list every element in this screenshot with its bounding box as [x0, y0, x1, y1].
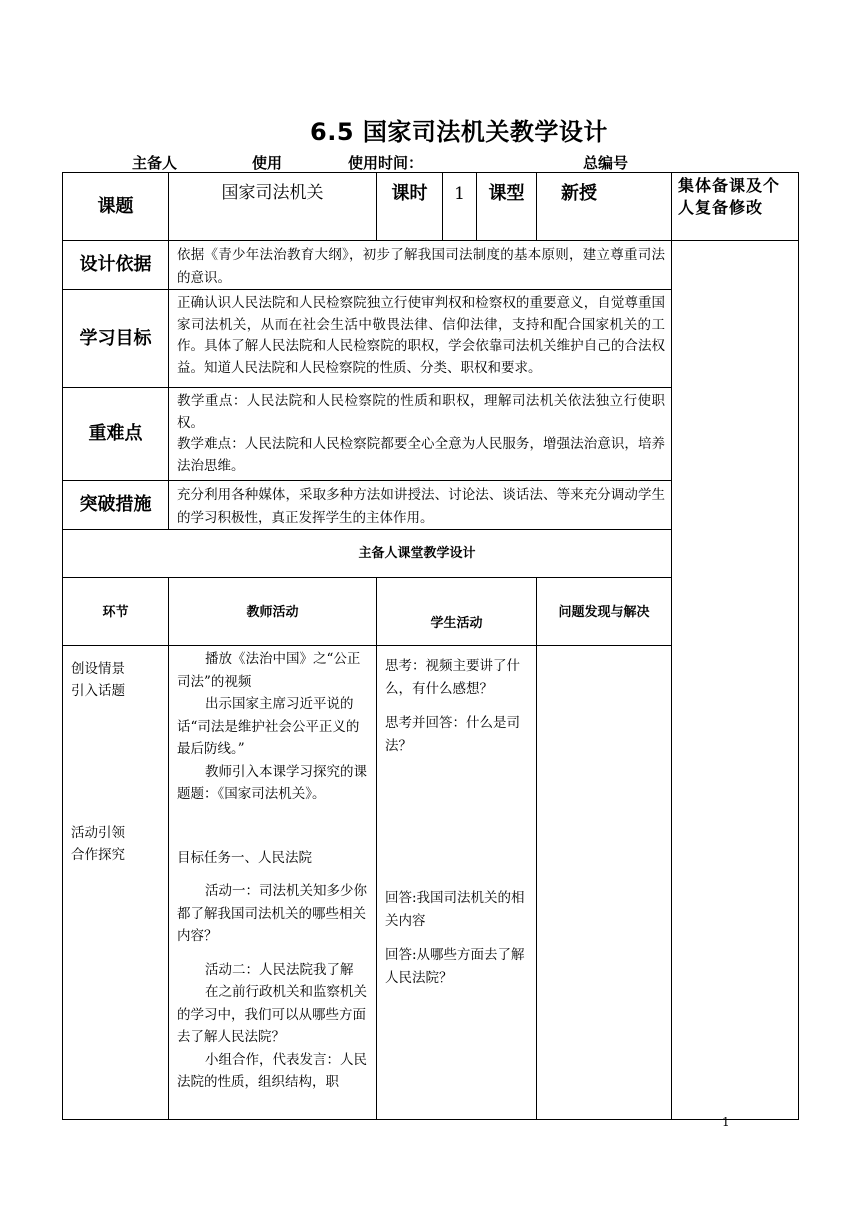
teacher-p1: 播放《法治中国》之“公正司法”的视频 [177, 651, 361, 690]
key-label: 重难点 [63, 388, 169, 481]
teacher-p7: 在之前行政机关和监察机关的学习中，我们可以从哪些方面去了解人民法院？ [177, 984, 367, 1045]
document-title: 6.5 国家司法机关教学设计 [310, 118, 608, 146]
col-issues: 问题发现与解决 [537, 578, 672, 646]
student-activities [377, 646, 537, 1120]
stage1-line1: 创设情景 [71, 661, 125, 677]
col-teacher: 教师活动 [169, 578, 377, 646]
teacher-p6: 活动二：人民法院我了解 [205, 961, 354, 978]
use-time-field [348, 152, 509, 173]
serial-blank [628, 157, 686, 173]
topic-value: 国家司法机关 [169, 173, 377, 241]
use-time-blank [423, 157, 509, 173]
topic-label: 课题 [63, 173, 169, 241]
type-label: 课型 [477, 173, 537, 241]
issues-cell [537, 646, 672, 1120]
use-label: 使用 [252, 154, 283, 172]
col-stage: 环节 [63, 578, 169, 646]
teacher-p3: 教师引入本课学习探究的课题题：《国家司法机关》。 [177, 763, 367, 802]
teacher-p2: 出示国家主席习近平说的话“司法是维护社会公平正义的最后防线。” [177, 696, 360, 757]
periods-value: 1 [443, 173, 477, 241]
student-p2: 思考并回答：什么是司法？ [385, 715, 520, 754]
student-p4: 回答:从哪些方面去了解人民法院？ [385, 947, 525, 986]
student-p1: 思考：视频主要讲了什么，有什么感想？ [385, 658, 520, 697]
serial-field [583, 152, 686, 173]
preparer-label: 主备人 [132, 154, 178, 172]
serial-label: 总编号 [583, 154, 629, 172]
teacher-p5: 活动一：司法机关知多少你都了解我国司法机关的哪些相关内容？ [177, 883, 367, 944]
stage1-line2: 引入话题 [71, 683, 125, 699]
section-title: 主备人课堂教学设计 [63, 530, 672, 578]
header-row [63, 173, 799, 241]
basis-label: 设计依据 [63, 241, 169, 290]
key-text [169, 388, 672, 481]
measures-text: 充分利用各种媒体，采取多种方法如讲授法、讨论法、谈话法、等来充分调动学生的学习积极性，真正发挥学生的主体作用。 [169, 481, 672, 530]
stage2-line1: 活动引领 [71, 825, 125, 841]
basis-row [63, 241, 799, 290]
use-field [252, 152, 324, 173]
measures-label: 突破措施 [63, 481, 169, 530]
collective-label: 集体备课及个人复备修改 [672, 173, 799, 241]
goals-text: 正确认识人民法院和人民检察院独立行使审判权和检察权的重要意义，自觉尊重国家司法机关，从而在社会生活中敬畏法律、信仰法律，支持和配合国家机关的工作。具体了解人民法院和人民检察院的职权，学会依靠司法机关维护自己的合法权益。知道人民法院和人民检察院的性质、分类、职权和要求。 [169, 290, 672, 388]
stage2-line2: 合作探究 [71, 847, 125, 863]
stage-cell [63, 646, 169, 1120]
teacher-p8: 小组合作，代表发言：人民法院的性质，组织结构，职 [177, 1051, 367, 1090]
use-time-label: 使用时间： [348, 154, 424, 172]
col-student: 学生活动 [377, 578, 537, 646]
periods-label: 课时 [377, 173, 443, 241]
basis-text: 依据《青少年法治教育大纲》，初步了解我国司法制度的基本原则，建立尊重司法的意识。 [169, 241, 672, 290]
key-text-focus: 教学重点：人民法院和人民检察院的性质和职权，理解司法机关依法独立行使职权。 [177, 393, 665, 431]
teacher-activities [169, 646, 377, 1120]
key-text-difficulty: 教学难点：人民法院和人民检察院都要全心全意为人民服务，增强法治意识，培养法治思维。 [177, 436, 665, 474]
revision-column [672, 241, 799, 1120]
lesson-plan-table [62, 172, 799, 1120]
type-value: 新授 [537, 173, 672, 241]
teacher-p4: 目标任务一、人民法院 [177, 849, 312, 866]
student-p3: 回答:我国司法机关的相关内容 [385, 890, 525, 929]
use-blank [282, 157, 324, 173]
goals-label: 学习目标 [63, 290, 169, 388]
page-number: 1 [722, 1115, 730, 1129]
